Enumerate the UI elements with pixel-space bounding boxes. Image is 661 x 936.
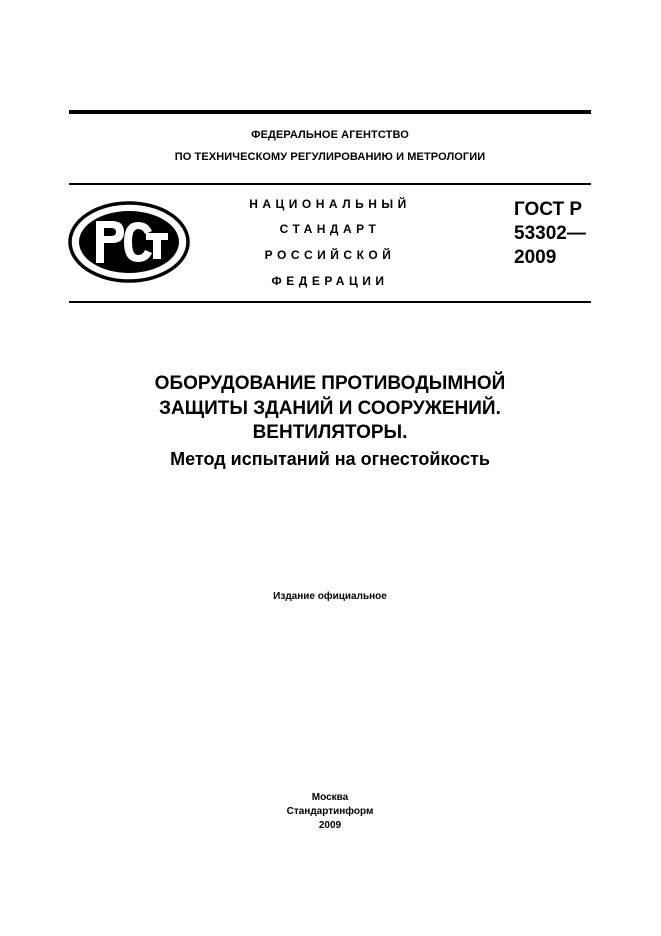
rst-logo-icon — [68, 201, 190, 283]
top-rule — [69, 110, 591, 114]
national-standard-line-4: ФЕДЕРАЦИИ — [271, 274, 389, 288]
imprint-city: Москва — [311, 792, 349, 803]
agency-name-line-2: ПО ТЕХНИЧЕСКОМУ РЕГУЛИРОВАНИЮ И МЕТРОЛОГИИ — [174, 151, 486, 163]
document-title-line-1: ОБОРУДОВАНИЕ ПРОТИВОДЫМНОЙ — [154, 373, 506, 394]
document-title-line-2: ЗАЩИТЫ ЗДАНИЙ И СООРУЖЕНИЙ. — [159, 398, 501, 419]
imprint-publisher: Стандартинформ — [286, 806, 374, 817]
imprint-year: 2009 — [318, 820, 342, 831]
national-standard-line-2: СТАНДАРТ — [279, 222, 381, 236]
agency-name-line-1: ФЕДЕРАЛЬНОЕ АГЕНТСТВО — [251, 129, 409, 141]
bottom-rule — [69, 301, 591, 303]
document-subtitle: Метод испытаний на огнестойкость — [170, 449, 490, 469]
edition-note: Издание официальное — [273, 591, 387, 602]
gost-designation-line-1: ГОСТ Р — [514, 199, 583, 220]
gost-designation-line-3: 2009 — [514, 247, 557, 268]
gost-designation-line-2: 53302— — [514, 223, 586, 244]
national-standard-line-1: НАЦИОНАЛЬНЫЙ — [249, 197, 411, 211]
national-standard-line-3: РОССИЙСКОЙ — [264, 248, 396, 262]
document-title-line-3: ВЕНТИЛЯТОРЫ. — [252, 422, 408, 443]
middle-rule — [69, 183, 591, 185]
